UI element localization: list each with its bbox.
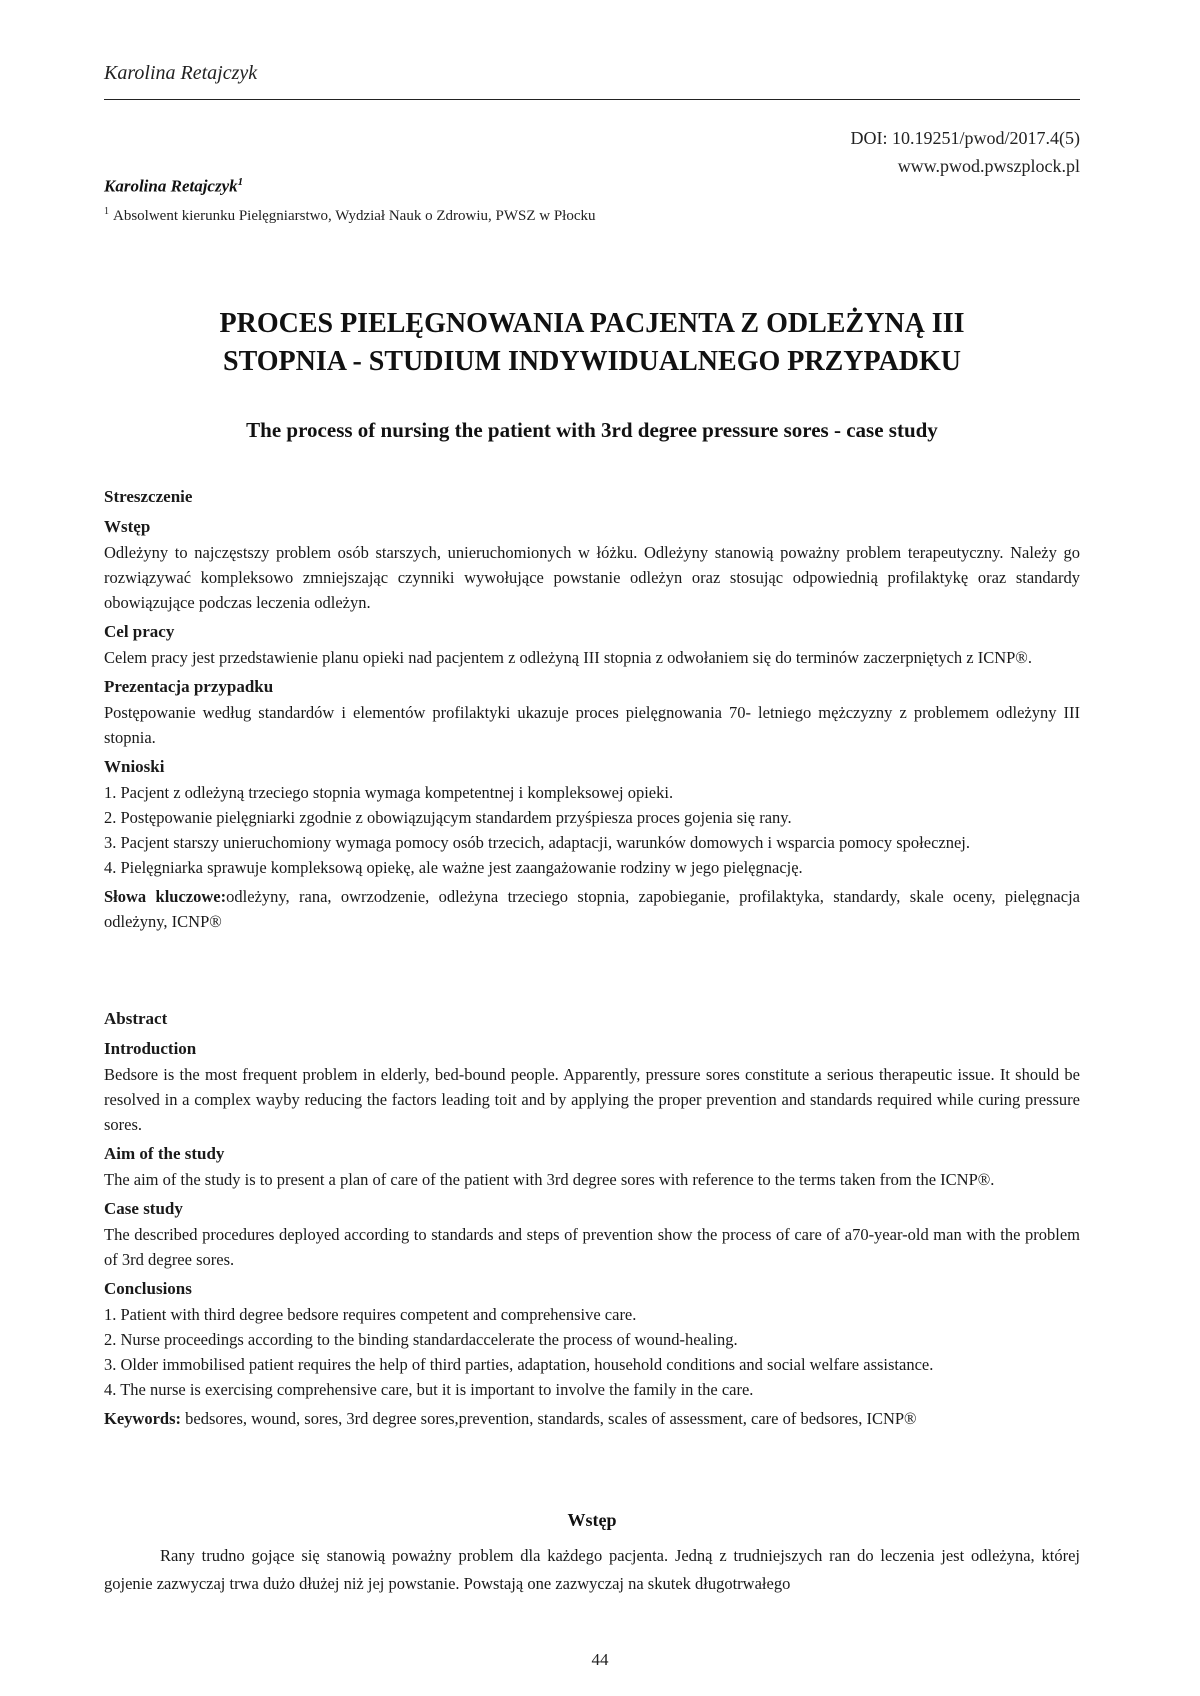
prezentacja-heading: Prezentacja przypadku <box>104 677 274 696</box>
cel-pracy-text: Celem pracy jest przedstawienie planu opieki nad pacjentem z odleżyną III stopnia z odwołaniem się do terminów zaczerpniętych z ICNP®. <box>104 648 1032 667</box>
section-heading-wstep: Wstęp <box>567 1510 617 1530</box>
conclusions-list <box>104 1302 1080 1402</box>
case-study-heading: Case study <box>104 1199 183 1218</box>
keywords <box>104 1406 1080 1431</box>
cel-pracy-heading: Cel pracy <box>104 622 175 641</box>
doi-block <box>851 124 1080 180</box>
introduction-text: Bedsore is the most frequent problem in elderly, bed-bound people. Apparently, pressure sores constitute a serious therapeutic issue. It should be resolved in a complex wayby reducing the factors leading toit and by applying the proper prevention and standards required while curing pressure sores. <box>104 1065 1080 1134</box>
title-polish <box>104 305 1080 381</box>
list-item: 2. Nurse proceedings according to the binding standardaccelerate the process of wound-healing. <box>104 1330 738 1349</box>
list-item: 2. Postępowanie pielęgniarki zgodnie z obowiązującym standardem przyśpiesza proces gojenia się rany. <box>104 808 792 827</box>
slowa-kluczowe <box>104 884 1080 934</box>
list-item: 4. The nurse is exercising comprehensive care, but it is important to involve the family in the care. <box>104 1380 754 1399</box>
aim-heading: Aim of the study <box>104 1144 225 1163</box>
slowa-kluczowe-text: odleżyny, rana, owrzodzenie, odleżyna trzeciego stopnia, zapobieganie, profilaktyka, standardy, skale oceny, pielęgnacja odleżyny, ICNP® <box>104 887 1080 931</box>
body-paragraph: Rany trudno gojące się stanowią poważny problem dla każdego pacjenta. Jedną z trudniejszych ran do leczenia jest odleżyna, której gojenie zazwyczaj trwa dużo dłużej niż jej powstanie. Powstają one zazwyczaj na skutek długotrwałego <box>104 1546 1080 1593</box>
list-item: 3. Older immobilised patient requires the help of third parties, adaptation, household conditions and social welfare assistance. <box>104 1355 934 1374</box>
prezentacja-text: Postępowanie według standardów i elementów profilaktyki ukazuje proces pielęgnowania 70- letniego mężczyzny z problemem odleżyny III stopnia. <box>104 703 1080 747</box>
author-superscript: 1 <box>237 176 244 188</box>
list-item: 1. Pacjent z odleżyną trzeciego stopnia wymaga kompetentnej i kompleksowej opieki. <box>104 783 674 802</box>
keywords-text: bedsores, wound, sores, 3rd degree sores,prevention, standards, scales of assessment, care of bedsores, ICNP® <box>181 1409 917 1428</box>
affiliation-superscript: 1 <box>104 206 109 217</box>
affiliation-text: Absolwent kierunku Pielęgniarstwo, Wydział Nauk o Zdrowiu, PWSZ w Płocku <box>113 208 596 224</box>
list-item: 3. Pacjent starszy unieruchomiony wymaga pomocy osób trzecich, adaptacji, warunków domowych i wsparcia pomocy społecznej. <box>104 833 970 852</box>
wstep-abstract-heading: Wstęp <box>104 517 151 536</box>
page-number: 44 <box>591 1650 609 1669</box>
title-polish-line-1: PROCES PIELĘGNOWANIA PACJENTA Z ODLEŻYNĄ III <box>219 308 965 339</box>
website-link[interactable]: www.pwod.pwszplock.pl <box>897 156 1080 176</box>
title-polish-line-2: STOPNIA - STUDIUM INDYWIDUALNEGO PRZYPADKU <box>223 346 961 377</box>
list-item: 4. Pielęgniarka sprawuje kompleksową opiekę, ale ważne jest zaangażowanie rodziny w jego pielęgnację. <box>104 858 803 877</box>
wnioski-list <box>104 780 1080 880</box>
author-line <box>104 176 243 197</box>
author-affiliation <box>104 206 596 225</box>
author-name: Karolina Retajczyk <box>104 176 238 196</box>
case-study-text: The described procedures deployed according to standards and steps of prevention show the process of care of a70-year-old man with the problem of 3rd degree sores. <box>104 1225 1080 1269</box>
list-item: 1. Patient with third degree bedsore requires competent and comprehensive care. <box>104 1305 637 1324</box>
doi-text: DOI: 10.19251/pwod/2017.4(5) <box>850 128 1080 148</box>
abstract-section <box>104 1006 1080 1431</box>
slowa-kluczowe-label: Słowa kluczowe: <box>104 887 227 906</box>
header-divider <box>104 99 1080 100</box>
running-header-author: Karolina Retajczyk <box>104 62 258 84</box>
keywords-label: Keywords: <box>104 1409 181 1428</box>
wstep-abstract-text: Odleżyny to najczęstszy problem osób starszych, unieruchomionych w łóżku. Odleżyny stanowią poważny problem terapeutyczny. Należy go rozwiązywać kompleksowo zmniejszając czynniki wywołujące powstanie odleżyn oraz stosując odpowiednią profilaktykę oraz standardy obowiązujące podczas leczenia odleżyn. <box>104 543 1080 612</box>
streszczenie-section <box>104 484 1080 934</box>
abstract-heading: Abstract <box>104 1009 168 1028</box>
streszczenie-heading: Streszczenie <box>104 487 193 506</box>
title-english: The process of nursing the patient with 3rd degree pressure sores - case study <box>246 418 938 442</box>
aim-text: The aim of the study is to present a plan of care of the patient with 3rd degree sores with reference to the terms taken from the ICNP®. <box>104 1170 995 1189</box>
introduction-heading: Introduction <box>104 1039 197 1058</box>
conclusions-heading: Conclusions <box>104 1279 192 1298</box>
wnioski-heading: Wnioski <box>104 757 165 776</box>
